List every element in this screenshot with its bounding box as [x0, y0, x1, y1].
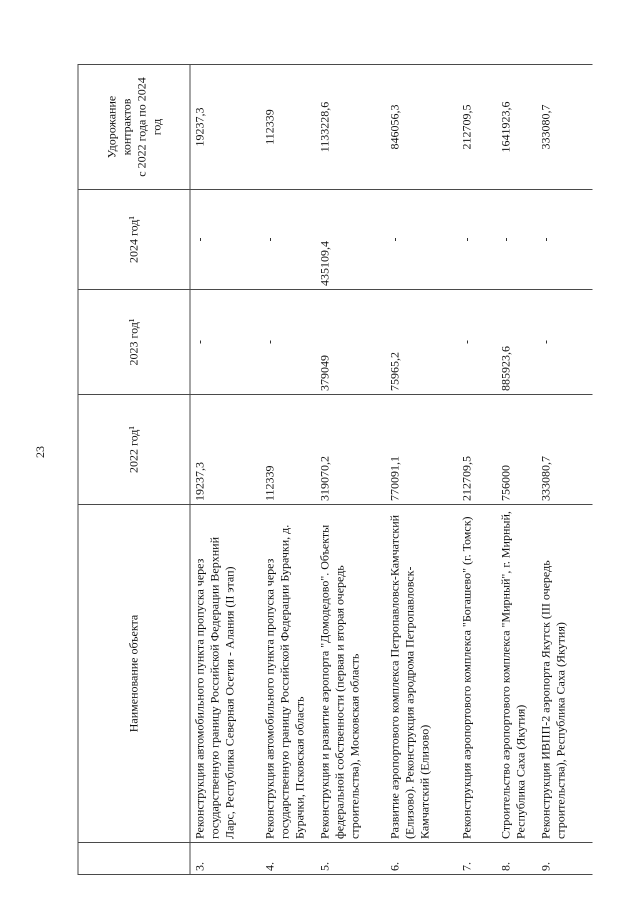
value-2023: - [190, 290, 261, 395]
table-header-row [78, 65, 190, 875]
object-name: Реконструкция ИВПП-2 аэропорта Якутск (III очередь строительства), Республика Саха (Якутия) [537, 505, 593, 843]
object-name: Строительство аэропортового комплекса "Мирный", г. Мирный, Республика Саха (Якутия) [497, 505, 537, 843]
header-cost-line-3: с 2022 года по 2024 год [134, 77, 163, 177]
object-name: Реконструкция и развитие аэропорта "Домодедово". Объекты федеральной собственности (первая и вторая очередь строительства), Московская область [316, 505, 386, 843]
table-row [537, 65, 593, 875]
table-row [386, 65, 458, 875]
row-number: 7. [458, 843, 497, 875]
header-cost-increase [78, 65, 190, 190]
table-row [190, 65, 261, 875]
table-row [458, 65, 497, 875]
value-2024: - [497, 190, 537, 290]
row-number: 8. [497, 843, 537, 875]
value-cost-increase: 846056,3 [386, 65, 458, 190]
value-2024: - [537, 190, 593, 290]
header-object-name: Наименование объекта [78, 505, 190, 843]
row-number: 4. [261, 843, 316, 875]
value-2022: 212709,5 [458, 395, 497, 505]
row-number: 6. [386, 843, 458, 875]
value-2022: 756000 [497, 395, 537, 505]
value-2024: - [386, 190, 458, 290]
value-cost-increase: 1133228,6 [316, 65, 386, 190]
header-cost-line-1: Удорожание [104, 95, 118, 159]
value-cost-increase: 212709,5 [458, 65, 497, 190]
value-2024: - [458, 190, 497, 290]
value-2024: 435109,4 [316, 190, 386, 290]
value-2024: - [261, 190, 316, 290]
header-2024: 2024 год¹ [78, 190, 190, 290]
value-2022: 770091,1 [386, 395, 458, 505]
value-2022: 333080,7 [537, 395, 593, 505]
value-2023: 885923,6 [497, 290, 537, 395]
object-name: Реконструкция автомобильного пункта пропуска через государственную границу Российской Федерации Верхний Ларс, Республика Северная Осетия - Алания (II этап) [190, 505, 261, 843]
table-row [497, 65, 537, 875]
row-number: 3. [190, 843, 261, 875]
value-2022: 112339 [261, 395, 316, 505]
table-row [261, 65, 316, 875]
object-name: Развитие аэропортового комплекса Петропавловск-Камчатский (Елизово). Реконструкция аэродрома Петропавловск-Камчатский (Елизово) [386, 505, 458, 843]
header-2022: 2022 год¹ [78, 395, 190, 505]
value-2024: - [190, 190, 261, 290]
object-name: Реконструкция автомобильного пункта пропуска через государственную границу Российской Федерации Бурачки, д. Бурачки, Псковская область [261, 505, 316, 843]
value-2023: 75965,2 [386, 290, 458, 395]
header-2023: 2023 год¹ [78, 290, 190, 395]
rotated-table-wrapper [78, 65, 568, 875]
row-number: 9. [537, 843, 593, 875]
value-cost-increase: 333080,7 [537, 65, 593, 190]
object-name: Реконструкция аэропортового комплекса "Богашево" (г. Томск) [458, 505, 497, 843]
value-2022: 319070,2 [316, 395, 386, 505]
value-2022: 19237,3 [190, 395, 261, 505]
value-cost-increase: 112339 [261, 65, 316, 190]
value-cost-increase: 1641923,6 [497, 65, 537, 190]
header-number [78, 843, 190, 875]
header-cost-line-2: контрактов [119, 98, 133, 156]
value-2023: - [537, 290, 593, 395]
table-row [316, 65, 386, 875]
value-cost-increase: 19237,3 [190, 65, 261, 190]
value-2023: - [458, 290, 497, 395]
row-number: 5. [316, 843, 386, 875]
value-2023: - [261, 290, 316, 395]
value-2023: 379049 [316, 290, 386, 395]
page-number: 23 [33, 446, 47, 458]
cost-table [78, 64, 593, 875]
